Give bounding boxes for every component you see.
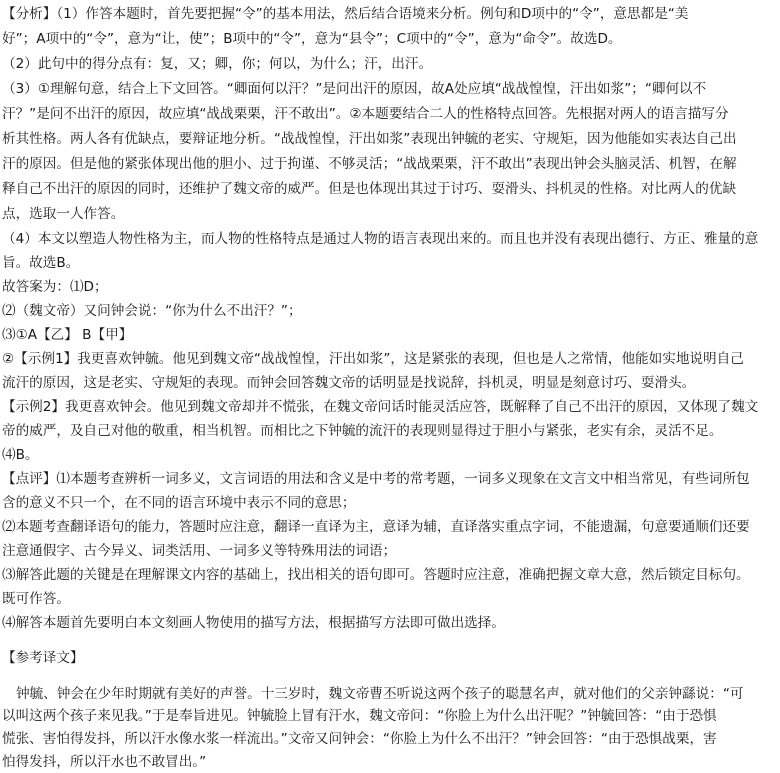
reference-heading: 【参考译文】 xyxy=(2,650,84,666)
comment-line-2: 含的意义不只一个，在不同的语言环境中表示不同的意思； xyxy=(2,495,356,511)
comment-line-4: 注意通假字、古今异义、词类活用、一词多义等特殊用法的词语； xyxy=(2,543,397,559)
analysis-line-10: （4）本文以塑造人物性格为主，而人物的性格特点是通过人物的语言表现出来的。而且也并没有表现出德行、方正、雅量的意 xyxy=(2,231,759,247)
answer-line-8: ⑷B。 xyxy=(2,447,39,463)
comment-line-5: ⑶解答此题的关键是在理解课文内容的基础上，找出相关的语句即可。答题时应注意，准确把握文章大意，然后锁定目标句。 xyxy=(2,567,750,583)
answer-line-5: 流汗的原因，这是老实、守规矩的表现。而钟会回答魏文帝的话明显是找说辞，抖机灵，明显是刻意讨巧、耍滑头。 xyxy=(2,375,696,391)
translation-line-3: 慌张、害怕得发抖，所以汗水像水浆一样流出。”文帝又问钟会：“你脸上为什么不出汗？”钟会回答：“由于恐惧战栗，害 xyxy=(2,731,717,747)
answer-line-7: 帝的威严，及自己对他的敬重，相当机智。而相比之下钟毓的流汗的表现则显得过于胆小与紧张，老实有余，灵活不足。 xyxy=(2,423,723,439)
analysis-line-8: 释自己不出汗的原因的同时，还维护了魏文帝的威严。但是也体现出其过于讨巧、耍滑头、抖机灵的性格。对比两人的优缺 xyxy=(2,181,737,197)
analysis-line-2: 好”；A项中的“令”，意为“让，使”；B项中的“令”，意为“县令”；C项中的“令”，意为“命令”。故选D。 xyxy=(2,31,622,47)
analysis-line-1: 【分析】（1）作答本题时，首先要把握“令”的基本用法，然后结合语境来分析。例句和D项中的“令”，意思都是“美 xyxy=(2,6,689,22)
answer-line-4: ②【示例1】我更喜欢钟毓。他见到魏文帝“战战惶惶，汗出如浆”，这是紧张的表现，但也是人之常情，他能如实地说明自己 xyxy=(2,351,744,367)
analysis-line-11: 旨。故选B。 xyxy=(2,255,80,271)
analysis-line-7: 汗的原因。但是他的紧张体现出他的胆小、过于拘谨、不够灵活；“战战栗栗，汗不敢出”表现出钟会头脑灵活、机智，在解 xyxy=(2,156,737,172)
comment-line-6: 既可作答。 xyxy=(2,591,70,607)
analysis-line-4: （3）①理解句意，结合上下文回答。“卿面何以汗？”是问出汗的原因，故A处应填“战战惶惶，汗出如浆”；“卿何以不 xyxy=(2,81,707,97)
comment-line-1: 【点评】⑴本题考查辨析一词多义，文言词语的用法和含义是中考的常考题，一词多义现象在文言文中相当常见，有些词所包 xyxy=(2,471,750,487)
analysis-line-3: （2）此句中的得分点有：复，又；卿，你；何以，为什么；汗，出汗。 xyxy=(2,56,433,72)
answer-line-6: 【示例2】我更喜欢钟会。他见到魏文帝却并不慌张，在魏文帝问话时能灵活应答，既解释了自己不出汗的原因，又体现了魏文 xyxy=(2,399,759,415)
comment-line-7: ⑷解答本题首先要明白本文刻画人物使用的描写方法，根据描写方法即可做出选择。 xyxy=(2,615,505,631)
translation-line-1: 钟毓、钟会在少年时期就有美好的声誉。十三岁时，魏文帝曹丕听说这两个孩子的聪慧名声，就对他们的父亲钟繇说：“可 xyxy=(16,686,744,702)
translation-line-4: 怕得发抖，所以汗水也不敢冒出。” xyxy=(2,754,207,770)
answer-line-2: ⑵（魏文帝）又问钟会说：“你为什么不出汗？”； xyxy=(2,303,302,319)
analysis-line-5: 汗？”是问不出汗的原因，故应填“战战栗栗，汗不敢出”。②本题要结合二人的性格特点回答。先根据对两人的语言描写分 xyxy=(2,106,729,122)
answer-line-3: ⑶①A【乙】 B【甲】 xyxy=(2,327,133,343)
analysis-line-9: 点，选取一人作答。 xyxy=(2,206,125,222)
answer-line-1: 故答案为：⑴D； xyxy=(2,279,108,295)
comment-line-3: ⑵本题考查翻译语句的能力，答题时应注意，翻译一直译为主，意译为辅，直译落实重点字词，不能遗漏，句意要通顺们还要 xyxy=(2,519,750,535)
translation-line-2: 以叫这两个孩子来见我。”于是奉旨进见。钟毓脸上冒有汗水，魏文帝问：“你脸上为什么出汗呢？”钟毓回答：“由于恐惧 xyxy=(2,708,717,724)
analysis-line-6: 析其性格。两人各有优缺点，要辩证地分析。“战战惶惶，汗出如浆”表现出钟毓的老实、守规矩，因为他能如实表达自己出 xyxy=(2,131,737,147)
